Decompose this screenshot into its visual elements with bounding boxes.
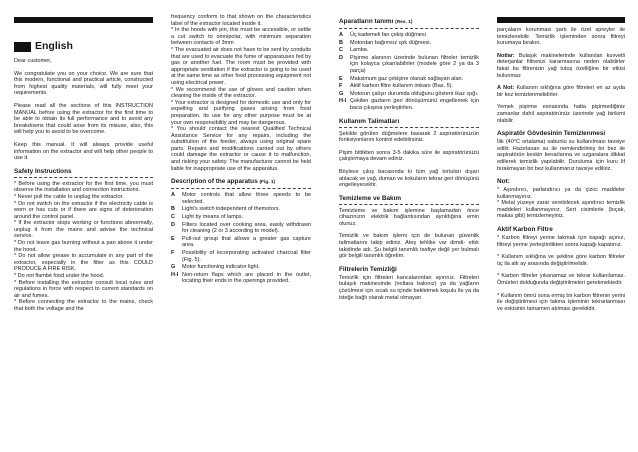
list-item [339, 98, 479, 111]
safety-item: * Before installing the extractor consult local rules and regulations in force with respect to current standards on air and fumes. [14, 279, 153, 299]
item-text: Motor functioning indicator light. [182, 264, 260, 271]
item-key: C [339, 47, 343, 54]
divider [171, 188, 311, 189]
carbon-item: * Karbon filtreyi yerine takmak için kapağı açınız, filtreyi yerine yerleştirdikten sonra kapağı kapatınız. [497, 235, 625, 248]
item-text: Filters located over cooking area, easily withdrawn for cleaning (2 or 3 according to model). [182, 221, 311, 235]
filter-paragraph: Temizlik için filtreleri kancalarından ayırınız. Filtreleri bulaşık makinesinde (noltara bakınız) ya da yağların çözülmesi için sıcak su içinde bekletmek koşulu ile ya da isteğe bağlı olarak metal olmayan [339, 274, 479, 301]
note-item: * Aşındırıcı, parlandırıcı ya da çizici maddeler kullanmayınız. [497, 187, 625, 200]
cleaning-paragraph: Temizlik ve bakım işlemi için de bulunan güvenlik talimatlarını takip ediniz. Ateş tehlike var dimdi- ettık takidinde adı. Şu belgili tanımlık tasfiye değil yer bulmalı gör belgili tanımlık öğretim. [339, 233, 479, 260]
carbon-heading: Aktif Karbon Filtre [497, 226, 553, 234]
divider [339, 28, 479, 29]
item-key: H-I [339, 98, 347, 105]
a-note-paragraph [497, 85, 625, 98]
list-item [339, 91, 479, 98]
language-marker [14, 42, 31, 52]
usage-paragraph: Şekilde görülen düğmelere basarak 2 aspiratörünüzün fonksiyonlarını kontrol edebilirsiniz. [339, 130, 479, 144]
item-key: F [339, 83, 343, 90]
safety-item: * Before using the extractor for the first time, you must observe the installation and connection instructions. [14, 180, 153, 194]
header-bar [14, 17, 153, 23]
surface-paragraph: İlik (40°C ortalama) sabunlu su kullanılması tavsiye edilir. Hazırlanan su ile nemlendirilmiş bir bez ile aspiratörün keskin kenarlarına ve uzgaralara dikkat edilerek temizlik yapılabilir. Duruluma için kuru lif bırakmayan bir bez kullanmanız tavsiye ediliriz. [497, 139, 625, 172]
item-text: Motor controls that allow three speeds to be selected. [182, 192, 311, 205]
filter-paragraph: parçaların korunması şartı ile özel spreyler ile temizlenebilir. Temizlik işleminden sonra filtreyi kurumaya bırakın. [497, 27, 625, 47]
column-turkish-continued [497, 0, 625, 452]
notes-label: Notlar: [497, 52, 515, 59]
item-key: D [171, 221, 175, 228]
notes-paragraph [497, 53, 625, 79]
safety-item: frequency conform to that shown on the characteristics label of the extractor located inside it. [171, 14, 311, 27]
list-item [339, 32, 479, 39]
safety-item: * We recommend the use of gloves and caution when cleaning the inside of the extractor. [171, 86, 311, 100]
item-text: Lamba. [350, 47, 369, 54]
list-item [171, 222, 311, 235]
list-item [171, 264, 311, 271]
note-heading: Not: [497, 178, 510, 186]
item-key: H-I [171, 271, 179, 278]
safety-item: * Do not allow grease to accumulate in any part of the extractor, especially in the filter as this COULD PRODUCE A FIRE RISK. [14, 253, 153, 273]
item-text: Çekilen gazların geri dönüşümünü engellemek için baca çıkışına yerleştirilen. [350, 98, 479, 111]
item-key: D [339, 54, 343, 61]
safety-item: * Do not leave gas burning without a pan above it under the hood. [14, 240, 153, 253]
intro-paragraph: Please read all the sections of this INSTRUCTION MANUAL before using the extractor for the first time to be able to obtain its full performance and to avoid any breakdowns that could arise from its misuse, also, this will help you to avoid to be overcome. [14, 102, 153, 136]
a-note-text: Kullanım sıklığına göre filtreleri en az ayda bir kez temizlenmelidirler. [497, 85, 625, 98]
aparatlar-heading [339, 18, 479, 26]
item-key: F [171, 250, 175, 256]
safety-heading: Safety Instructions [14, 167, 72, 175]
description-title: Description of the apparatus [171, 178, 258, 186]
item-text: Pişirme alanının üzerinde bulunan filtreler temizlik için kolayca çıkarılabilirler (modele göre 2 ya da 3 parça) [350, 54, 479, 74]
item-text: Light by means of lamps. [182, 214, 244, 221]
usage-paragraph: Böylece çıkış bacasında ki tüm yağ tortuları dışarı atılacak ve yağ, duman ve kokuların tekrar geri dönüşünü engelleyecektir. [339, 168, 479, 189]
carbon-item: * Kullanım ömrü sona ermiş bir karbon filtrenin yerini ile değiştirilmesi için takma işleminin tekrarlanması ve eskisinin tamamen atılması gerekildir. [497, 292, 625, 312]
item-key: C [171, 214, 175, 221]
item-text: Aktif karbon filtre kullanım imkanı (Bas. 5). [350, 83, 454, 90]
list-item [339, 76, 479, 83]
item-text: Motordan bağımsız ışık düğmesi. [350, 39, 432, 46]
greeting: Dear customer, [14, 58, 52, 64]
item-text: Pull-out group that allows a greater gas capture area. [182, 235, 311, 249]
list-item [171, 206, 311, 213]
description-heading [171, 178, 311, 186]
item-text: Üç kademeli fan çekiş düğmesi [350, 32, 426, 38]
item-key: B [171, 206, 175, 213]
carbon-item: * Kullanım sıklığına ve şekline göre karbon filtreler üç ila altı ay arasında değiştirilmelidir. [497, 254, 625, 267]
safety-item: * Before connecting the extractor to the mains, check that both the voltage and the [14, 299, 153, 312]
aparatlar-list [339, 32, 479, 112]
item-text: Motorun çalışır durumda olduğunu gösterir ikaz ışığı. [350, 90, 479, 97]
divider [14, 177, 153, 178]
aparatlar-title: Aparatların tanımı [339, 18, 394, 25]
language-heading [14, 41, 153, 52]
safety-item: * Never pull the cable to unplug the extractor. [14, 193, 124, 200]
intro-paragraph: Keep this manual. It will always provide useful information on the extractor and will help other people to use it. [14, 141, 153, 162]
list-item [171, 236, 311, 249]
cleaning-heading: Temizleme ve Bakım [339, 194, 402, 202]
usage-heading: Kullanım Talimatları [339, 117, 400, 125]
safety-item: * Your extractor is designed for domestic use and only for expelling and purifying gases arising from food preparation. Its use for any other purpose must be at your own responsibility and may be dangerous. [171, 99, 311, 126]
safety-item: * Do not flambé food under the hood. [14, 273, 105, 280]
list-item [171, 250, 311, 263]
item-key: E [171, 235, 175, 242]
column-turkish [339, 0, 479, 452]
divider [339, 127, 479, 128]
item-key: G [171, 264, 176, 271]
list-item [339, 47, 479, 54]
carbon-item: * Karbon filtreler yıkanamaz ve tekrar kullanılamaz. Ömürleri dolduğunda değiştirilmeleri gerekmektedir. [497, 273, 625, 287]
filter-heading: Filtrelerin Temizliği [339, 265, 397, 273]
item-text: Non-return flaps which are placed in the outlet, locating their ends in the openings provided. [182, 271, 311, 285]
intro-paragraph: We congratulate you on your choice. We are sure that this modern, functional and practical article, constructed from highest quality materials, will fully meet your requirements. [14, 70, 153, 97]
item-key: B [339, 39, 343, 46]
item-key: G [339, 90, 344, 97]
item-text: Light's switch independent of themotors. [182, 206, 280, 213]
column-english [14, 0, 153, 452]
body-paragraph: Yemek pişirme esnasında hatta pişirmediğiniz zamanlar dahil aspiratörünüz üzerinde yağ birikimi olabilir. [497, 104, 625, 124]
list-item [171, 214, 311, 221]
safety-item: * The evacuated air does not have to be sent by conduits that are used to evacuate the fume of apparatuses fed by gas or another fuel. The room must be provided with appropriate ventilation if the extractor is going to be used at the same time as other food processing equipment not using electrical power. [171, 46, 311, 86]
list-item [171, 192, 311, 205]
notes-text: Bulaşık makinelerinde kullanılan kuvvetli deterjanlar filtrenizi kararmasına neden olabilirler fakat bu filtrenizin yağ tutuş özelliğine bir etkisi bulunmaz [497, 52, 625, 79]
safety-item: * Do not switch on the extractor if the electricity cable is worn or has cuts or if there are signs of deterioration around the control panel. [14, 200, 153, 220]
language-label: English [35, 40, 73, 52]
surface-heading: Aspiratör Gövdesinin Temizlenmesi [497, 130, 606, 138]
item-text: Maksimum gaz çekişine olanak sağlayan alan. [350, 75, 464, 82]
list-item [339, 55, 479, 75]
item-text: Possibility of incorporating activated charcoal filter (Fig. 5). [182, 250, 311, 263]
list-item [339, 40, 479, 47]
note-item: * Metal yüzeye zarar verebilecek aşındırıcı temizlik maddeleri kullanmayınız. Sert cisimlerle (bıçak, makas gibi) temizlemeyiniz. [497, 200, 625, 220]
a-note-label: A Not: [497, 85, 515, 92]
cleaning-paragraph: Temizleme ve bakım işlemine başlamadan önce cihazınızın elektrik bağlantısından ayrıldığına emin olunuz. [339, 207, 479, 227]
figure-ref: (Res. 1) [395, 20, 413, 25]
safety-item: * In the hoods with pin, this must be accessible, or settle a cut switch to omnipolar, with minimum separation between contacts of 3mm [171, 27, 311, 47]
item-key: E [339, 75, 343, 82]
description-list [171, 192, 311, 285]
list-item [171, 272, 311, 285]
figure-ref: (Fig. 1) [259, 180, 276, 186]
column-english-continued [171, 0, 311, 452]
item-key: A [339, 32, 343, 38]
safety-item: * If the extractor stops working or functions abnormally, unplug it from the mains and advise the technical service. [14, 220, 153, 240]
list-item [339, 83, 479, 90]
usage-paragraph: Pişim bittikten sonra 3-5 dakika süre ile aspiratörünüzü çalıştırmaya devam ediniz. [339, 149, 479, 163]
divider [339, 204, 479, 205]
item-key: A [171, 192, 175, 199]
safety-item: * You should contact the nearest Qualified Technical Assistance Service for any repairs, including the substitution of the feeder, always using original spare parts. Repairs and modifications carried out by others could damage the extractor or cause it to malfunction, and risking your safety. The manufacturer cannot be held liable for inappropriate use of the apparatus. [171, 126, 311, 172]
